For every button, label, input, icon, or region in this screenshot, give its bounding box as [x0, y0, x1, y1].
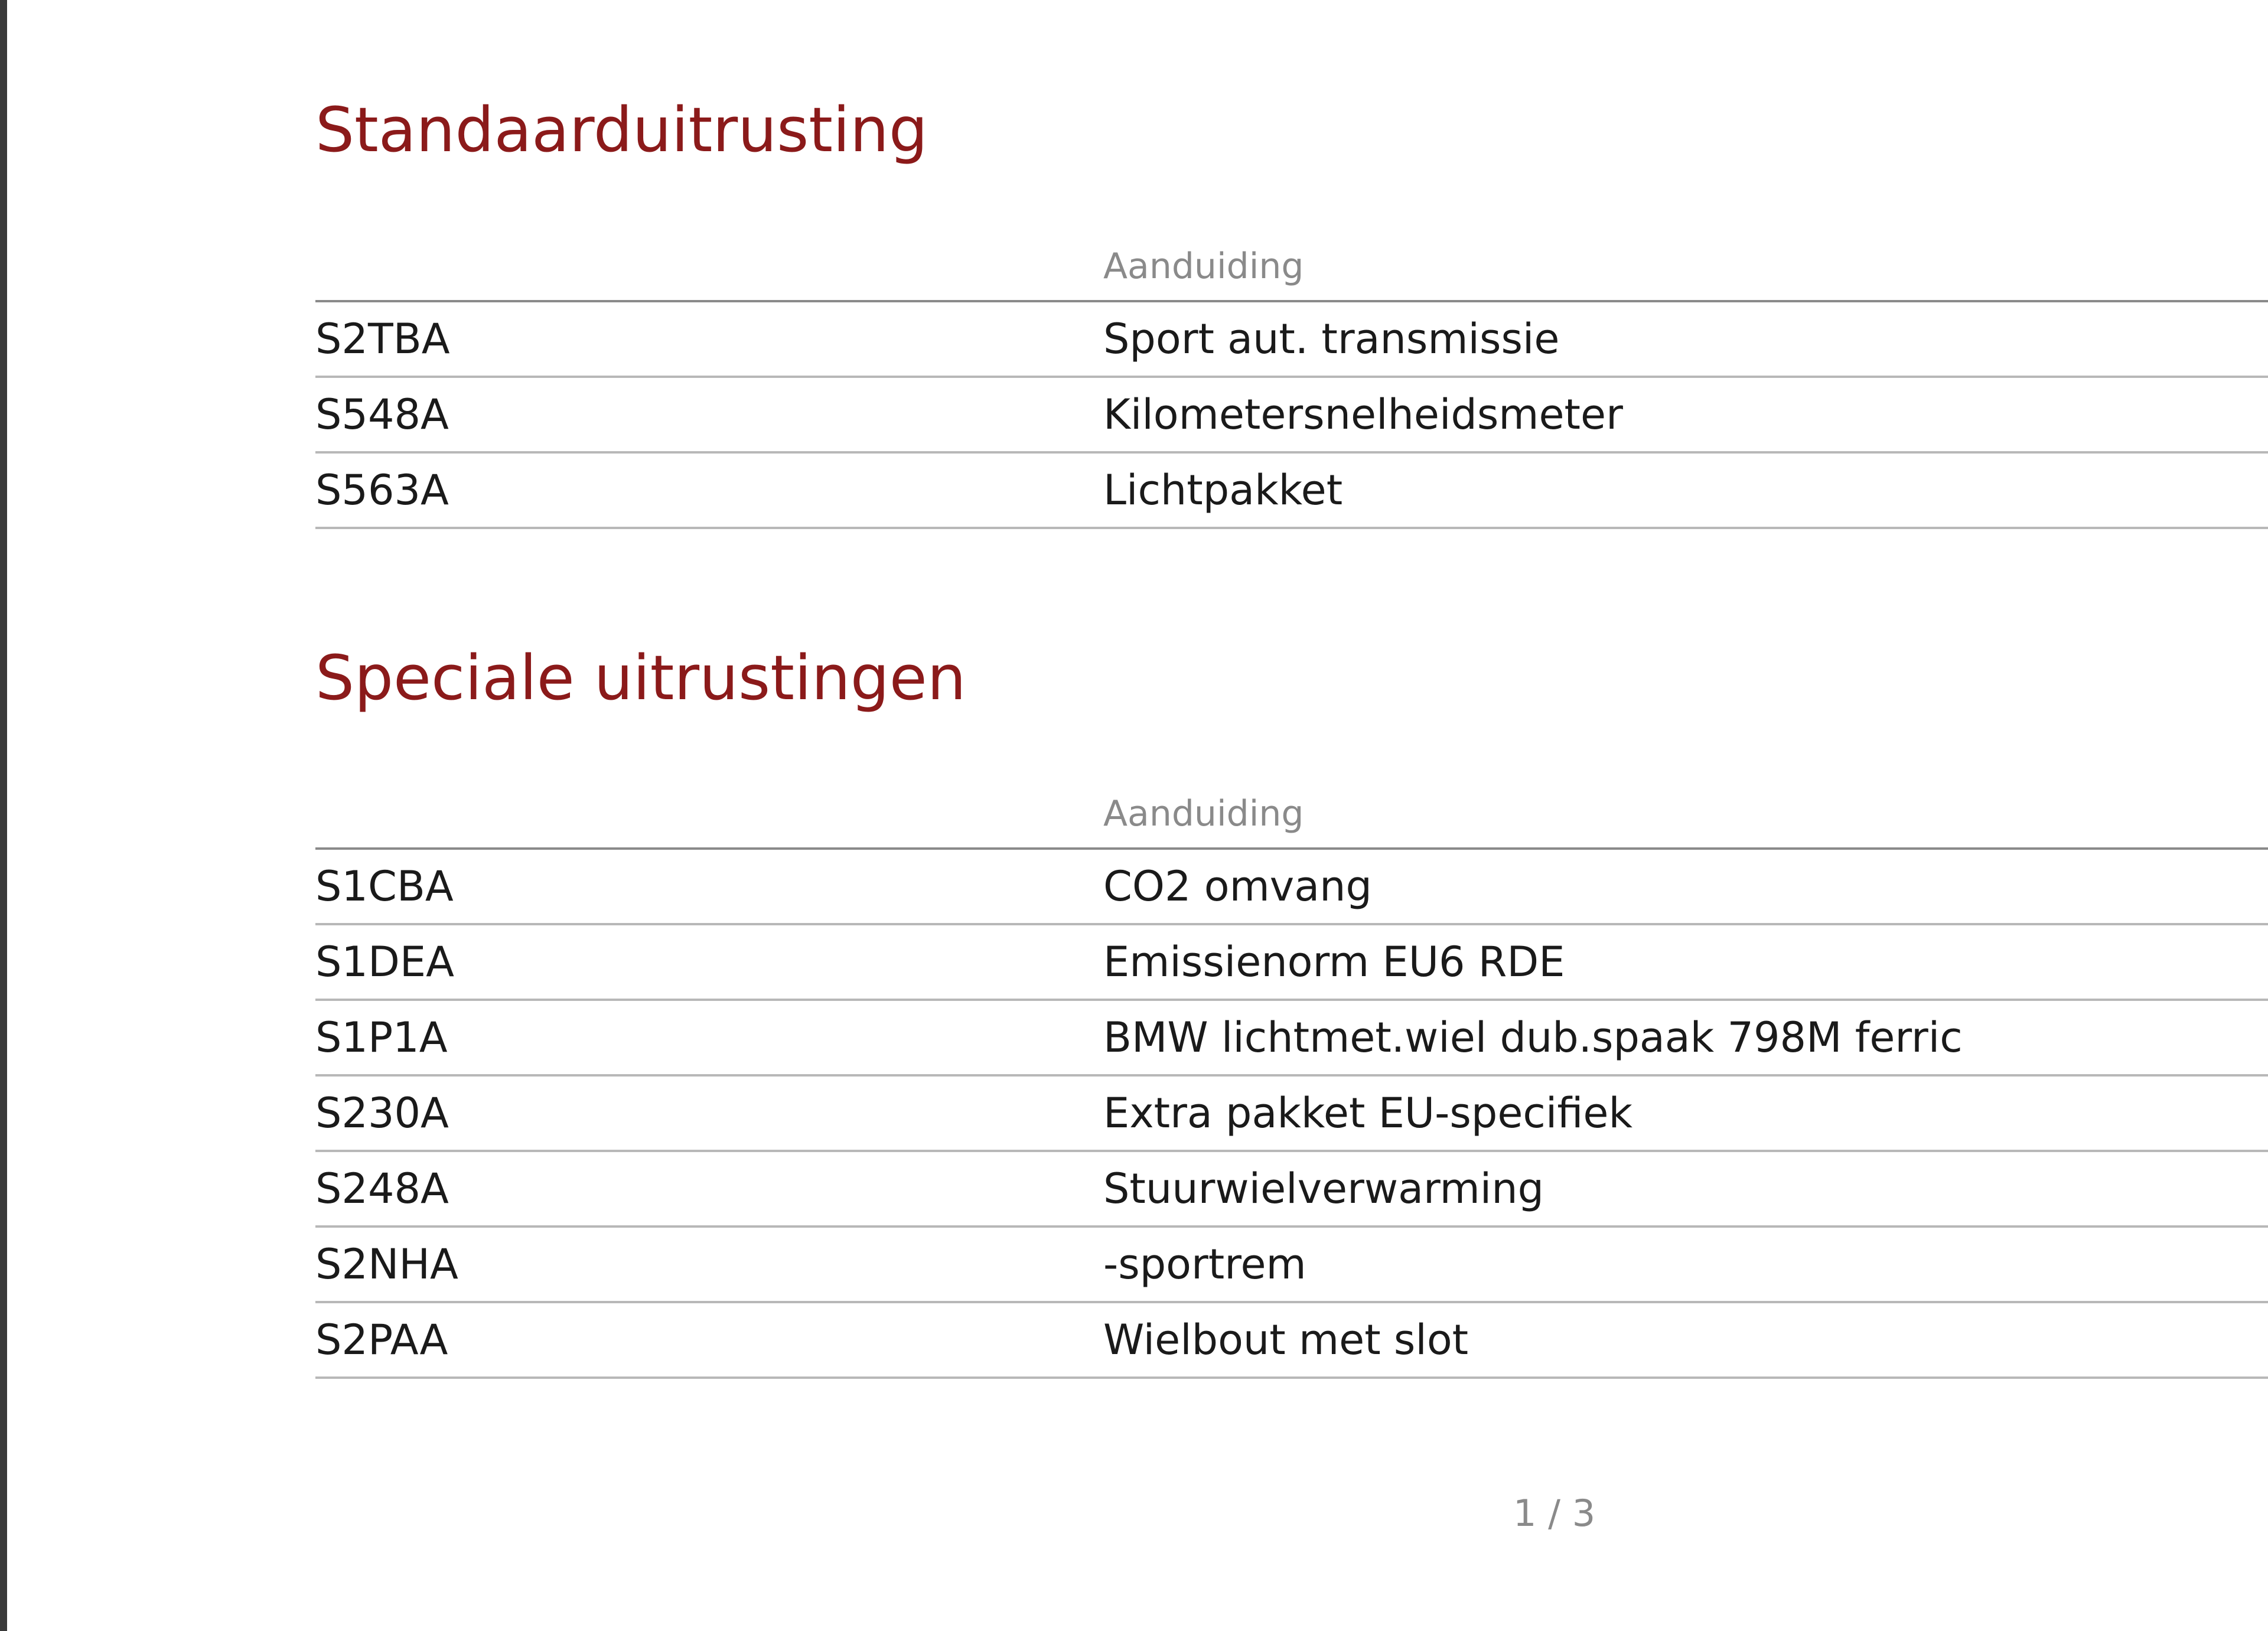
equipment-description: -sportrem — [1103, 1240, 1306, 1289]
table-row — [315, 1228, 2268, 1303]
equipment-description: Emissienorm EU6 RDE — [1103, 938, 1565, 986]
table-row — [315, 1001, 2268, 1077]
equipment-description: CO2 omvang — [1103, 862, 1372, 911]
equipment-description: Wielbout met slot — [1103, 1316, 1469, 1364]
table-row — [315, 1303, 2268, 1379]
equipment-code: S1CBA — [315, 862, 454, 911]
equipment-code: S2TBA — [315, 315, 450, 363]
equipment-code: S230A — [315, 1089, 449, 1137]
table-header — [315, 224, 2268, 302]
table-row — [315, 1152, 2268, 1228]
equipment-description: Stuurwielverwarming — [1103, 1164, 1544, 1213]
equipment-description: Sport aut. transmissie — [1103, 315, 1560, 363]
table-row — [315, 1077, 2268, 1152]
table-row — [315, 850, 2268, 925]
table-row — [315, 454, 2268, 529]
special-equipment-table — [315, 772, 2268, 1379]
column-header-aanduiding: Aanduiding — [1103, 793, 1304, 834]
equipment-code: S2NHA — [315, 1240, 458, 1289]
equipment-code: S1DEA — [315, 938, 454, 986]
table-row — [315, 378, 2268, 454]
section-title-standard: Standaarduitrusting — [315, 94, 928, 166]
equipment-code: S548A — [315, 390, 449, 439]
equipment-code: S248A — [315, 1164, 449, 1213]
equipment-description: Lichtpakket — [1103, 466, 1343, 514]
standard-equipment-table — [315, 224, 2268, 529]
document-page — [7, 0, 2268, 1631]
equipment-description: Kilometersnelheidsmeter — [1103, 390, 1623, 439]
page-number: 1 / 3 — [1513, 1492, 1596, 1535]
equipment-code: S2PAA — [315, 1316, 448, 1364]
equipment-description: BMW lichtmet.wiel dub.spaak 798M ferric — [1103, 1013, 1963, 1062]
table-row — [315, 925, 2268, 1001]
table-header — [315, 772, 2268, 850]
equipment-code: S563A — [315, 466, 449, 514]
equipment-code: S1P1A — [315, 1013, 448, 1062]
column-header-aanduiding: Aanduiding — [1103, 246, 1304, 287]
section-title-special: Speciale uitrustingen — [315, 642, 966, 714]
window-left-edge — [0, 0, 7, 1631]
equipment-description: Extra pakket EU-specifiek — [1103, 1089, 1633, 1137]
table-row — [315, 302, 2268, 378]
